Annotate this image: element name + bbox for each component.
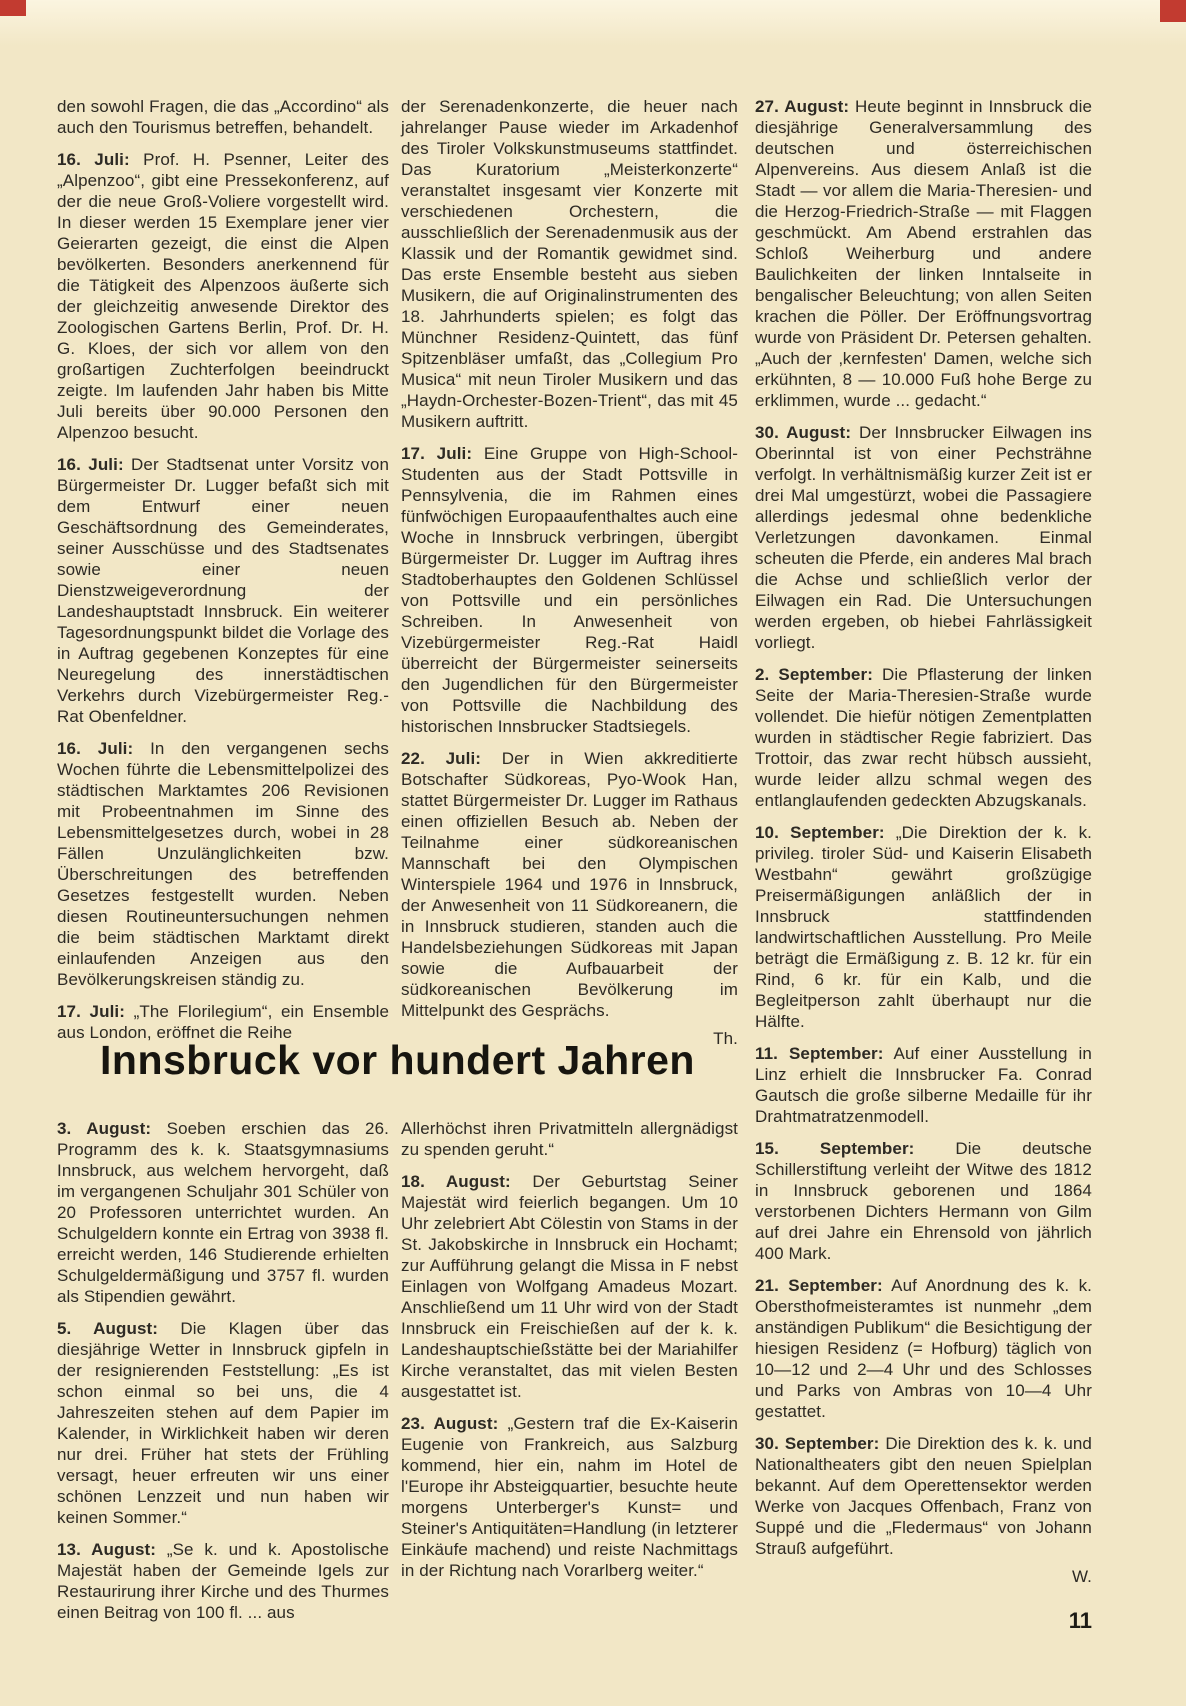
date-lead: 5. August: — [57, 1319, 159, 1338]
paragraph — [755, 1138, 1092, 1264]
paragraph-text: „Gestern traf die Ex-Kaiserin Eugenie von Frankreich, aus Salzburg kommend, hier ein, nahm im Hotel de l'Europe ihr Absteigquartier, besuchte heute morgens Unterberger's Kunst= und Steiner's Antiquitäten=Handlung (in letzterer Einkäufe machend) und reiste Nachmittags in der Richtung nach Vorarlberg weiter.“ — [401, 1414, 738, 1580]
paragraph — [57, 454, 389, 727]
date-lead: 16. Juli: — [57, 455, 124, 474]
paragraph — [57, 96, 389, 138]
paragraph — [401, 96, 738, 432]
date-lead: 30. September: — [755, 1434, 880, 1453]
paragraph — [57, 1539, 389, 1623]
paragraph-text: In den vergangenen sechs Wochen führte die Lebensmittelpolizei des städtischen Marktamtes 206 Revisionen mit Probeentnahmen im Sinne des Lebensmittelgesetzes durch, wobei in 28 Fällen Unzulänglichkeiten bzw. Überschreitungen des betreffenden Gesetzes festgestellt wurden. Neben diesen Routineuntersuchungen nehmen die beim städtischen Marktamt direkt einlaufenden Anzeigen aus den Bevölkerungskreisen ständig zu. — [57, 739, 389, 989]
paragraph-text: „The Florilegium“, ein Ensemble aus London, eröffnet die Reihe — [57, 1002, 389, 1042]
paragraph — [57, 1318, 389, 1528]
paragraph-text: Prof. H. Psenner, Leiter des „Alpenzoo“, gibt eine Pressekonferenz, auf der die neue Groß-Voliere vorgestellt wird. In dieser werden 15 Exemplare jener vier Geierarten gezeigt, die einst die Alpen bevölkerten. Besonders anerkennend für die Tätigkeit des Alpenzoos äußerte sich der gleichzeitig anwesende Direktor des Zoologischen Gartens Berlin, Prof. Dr. H. G. Kloes, der sich vor allem von den großartigen Zuchterfolgen beeindruckt zeigte. Im laufenden Jahr haben bis Mitte Juli bereits über 90.000 Personen den Alpenzoo besucht. — [57, 150, 389, 442]
print-mark-right — [1160, 0, 1186, 22]
paragraph-text: Der Geburtstag Seiner Majestät wird feierlich begangen. Um 10 Uhr zelebriert Abt Cölestin von Stams in der St. Jakobskirche in Innsbruck ein Hochamt; zur Aufführung gelangt die Missa in F nebst Einlagen von Wolfgang Amadeus Mozart. Anschließend um 11 Uhr wird von der Stadt Innsbruck ein Freischießen auf der k. k. Landeshauptschießstätte bei der Mariahilfer Kirche veranstaltet, das mit vielen Besten ausgestattet ist. — [401, 1172, 739, 1401]
paragraph — [755, 96, 1092, 411]
paragraph-text: Auf einer Ausstellung in Linz erhielt die Innsbrucker Fa. Conrad Gautsch die große silberne Medaille für ihr Drahtmatratzenmodell. — [755, 1044, 1092, 1126]
paragraph-text: Auf Anordnung des k. k. Obersthofmeisteramtes ist nunmehr „dem anständigen Publikum“ die Besichtigung der hiesigen Residenz (= Hofburg) täglich von 10—12 und 2—4 Uhr und des Schlosses und Parks von Ambras von 10—4 Uhr gestattet. — [755, 1276, 1093, 1421]
date-lead: 27. August: — [755, 97, 850, 116]
paragraph — [401, 748, 738, 1021]
column-top-left — [57, 96, 389, 1043]
paragraph-text: Die Direktion des k. k. und Nationaltheaters gibt den neuen Spielplan bekannt. Auf dem Operettensektor werden Werke von Jacques Offenbach, Franz von Suppé und die „Fledermaus“ von Johann Strauß aufgeführt. — [755, 1434, 1092, 1558]
date-lead: 23. August: — [401, 1414, 499, 1433]
date-lead: 15. September: — [755, 1139, 915, 1158]
paragraph-text: Der Innsbrucker Eilwagen ins Oberinntal ist von einer Pechsträhne verfolgt. In verhältnismäßig kurzer Zeit ist er drei Mal umgestürzt, wobei die Passagiere allerdings jedesmal ohne bedenkliche Verletzungen davonkamen. Einmal scheuten die Pferde, ein anderes Mal brach die Achse und schließlich verlor der Eilwagen ein Rad. Die Untersuchungen werden ergeben, ob hiebei Fahrlässigkeit vorliegt. — [755, 423, 1092, 652]
paragraph-text: Die deutsche Schillerstiftung verleiht der Witwe des 1812 in Innsbruck geborenen und 1864 verstorbenen Dichters Hermann von Gilm auf drei Jahre ein Ehrensold von jährlich 400 Mark. — [755, 1139, 1092, 1263]
date-lead: 21. September: — [755, 1276, 883, 1295]
paragraph-text: Die Pflasterung der linken Seite der Maria-Theresien-Straße wurde vollendet. Die hiefür nötigen Zementplatten wurden in städtischer Regie fabriziert. Das Trottoir, das zwar recht hübsch aussieht, wurde leider allzu schmal wegen des entlanglaufenden gedeckten Abzugskanals. — [755, 665, 1092, 810]
paragraph — [401, 1118, 738, 1160]
paragraph — [401, 1171, 738, 1402]
article-headline: Innsbruck vor hundert Jahren — [100, 1037, 695, 1083]
column-right — [755, 96, 1092, 1587]
paragraph — [401, 443, 738, 737]
paragraph-text: Soeben erschien das 26. Programm des k. k. Staatsgymnasiums Innsbruck, aus welchem hervorgeht, daß im vergangenen Schuljahr 301 Schüler von 20 Professoren unterrichtet wurden. An Schulgeldern konnte ein Ertrag von 3938 fl. erreicht werden, 146 Studierende erhielten Schulgeldermäßigung und 3757 fl. wurden als Stipendien gewährt. — [57, 1119, 389, 1306]
date-lead: 22. Juli: — [401, 749, 482, 768]
paragraph — [57, 149, 389, 443]
date-lead: 18. August: — [401, 1172, 511, 1191]
date-lead: 3. August: — [57, 1119, 152, 1138]
paragraph — [755, 664, 1092, 811]
paragraph-text: den sowohl Fragen, die das „Accordino“ als auch den Tourismus betreffen, behandelt. — [57, 97, 389, 137]
page-number: 11 — [1068, 1608, 1092, 1633]
paragraph — [401, 1413, 738, 1581]
paragraph — [755, 822, 1092, 1032]
date-lead: 16. Juli: — [57, 150, 130, 169]
date-lead: 30. August: — [755, 423, 852, 442]
paragraph-text: Eine Gruppe von High-School-Studenten aus der Stadt Pottsville in Pennsylvenia, die im Rahmen eines fünfwöchigen Europaaufenthaltes auch eine Woche in Innsbruck verbringen, übergibt Bürgermeister Dr. Lugger im Auftrag ihres Stadtoberhauptes den Goldenen Schlüssel von Pottsville und ein persönliches Schreiben. In Anwesenheit von Vizebürgermeister Reg.-Rat Haidl überreicht der Bürgermeister seinerseits den Jugendlichen für den Bürgermeister von Pottsville die Nachbildung des historischen Innsbrucker Stadtsiegels. — [401, 444, 738, 736]
paragraph — [57, 738, 389, 990]
date-lead: 17. Juli: — [401, 444, 473, 463]
paragraph — [755, 1433, 1092, 1559]
paragraph — [755, 422, 1092, 653]
paragraph-text: der Serenadenkonzerte, die heuer nach jahrelanger Pause wieder im Arkadenhof des Tiroler Volkskunstmuseums stattfindet. Das Kuratorium „Meisterkonzerte“ veranstaltet insgesamt vier Konzerte mit verschiedenen Orchestern, die ausschließlich der Serenadenmusik aus der Klassik und der Romantik gewidmet sind. Das erste Ensemble besteht aus sieben Musikern, die auf Originalinstrumenten des 18. Jahrhunderts spielen; es folgt das Münchner Residenz-Quintett, das fünf Spitzenbläser umfaßt, das „Collegium Pro Musica“ mit neun Tiroler Musikern und das „Haydn-Orchester-Bozen-Trient“, das mit 45 Musikern auftritt. — [401, 97, 738, 431]
paragraph-text: Der Stadtsenat unter Vorsitz von Bürgermeister Dr. Lugger befaßt sich mit dem Entwurf einer neuen Geschäftsordnung des Gemeinderates, seiner Ausschüsse und des Stadtsenates sowie einer neuen Dienstzweigeverordnung der Landeshauptstadt Innsbruck. Ein weiterer Tagesordnungspunkt bildet die Vorlage des in Auftrag gegebenen Konzeptes für eine Neuregelung des innerstädtischen Verkehrs durch Vizebürgermeister Reg.-Rat Obenfeldner. — [57, 455, 390, 726]
paragraph — [57, 1118, 389, 1307]
paper-top-edge — [0, 0, 1186, 46]
author-initials: Th. — [713, 1029, 738, 1048]
paragraph — [755, 1043, 1092, 1127]
column-bottom-middle — [401, 1118, 738, 1581]
author-initials: W. — [1071, 1567, 1092, 1586]
paragraph — [755, 1275, 1092, 1422]
column-top-middle — [401, 96, 738, 1049]
date-lead: 13. August: — [57, 1540, 157, 1559]
date-lead: 16. Juli: — [57, 739, 134, 758]
paragraph-text: „Die Direktion der k. k. privileg. tiroler Süd- und Kaiserin Elisabeth Westbahn“ gewährt großzügige Preisermäßigungen anläßlich der in Innsbruck stattfindenden landwirtschaftlichen Ausstellung. Pro Meile beträgt die Ermäßigung z. B. 12 kr. für ein Rind, 6 kr. für ein Kalb, und die Begleitperson zahlt überhaupt nur die Hälfte. — [755, 823, 1092, 1031]
date-lead: 17. Juli: — [57, 1002, 125, 1021]
date-lead: 2. September: — [755, 665, 873, 684]
paragraph-text: Heute beginnt in Innsbruck die diesjährige Generalversammlung des deutschen und österreichischen Alpenvereins. Aus diesem Anlaß ist die Stadt — vor allem die Maria-Theresien- und die Herzog-Friedrich-Straße — mit Flaggen geschmückt. Am Abend erstrahlen das Schloß Weiherburg und andere Baulichkeiten der linken Inntalseite in bengalischer Beleuchtung; von allen Seiten krachen die Pöller. Der Eröffnungsvortrag wurde von Präsident Dr. Petersen gehalten. „Auch der ‚kernfesten' Damen, welche sich erkühnten, 8 — 10.000 Fuß hohe Berge zu erklimmen, wurde ... gedacht.“ — [755, 97, 1093, 410]
date-lead: 11. September: — [755, 1044, 884, 1063]
print-mark-left — [0, 0, 26, 16]
paragraph-text: Der in Wien akkreditierte Botschafter Südkoreas, Pyo-Wook Han, stattet Bürgermeister Dr. Lugger im Rathaus einen offiziellen Besuch ab. Neben der Teilnahme einer südkoreanischen Mannschaft bei den Olympischen Winterspiele 1964 und 1976 in Innsbruck, der Anwesenheit von 11 Südkoreanern, die in Innsbruck studieren, standen auch die Handelsbeziehungen Südkoreas mit Japan sowie die Aufbauarbeit der südkoreanischen Bevölkerung im Mittelpunkt des Gesprächs. — [401, 749, 738, 1020]
paragraph-text: Allerhöchst ihren Privatmitteln allergnädigst zu spenden geruht.“ — [401, 1119, 738, 1159]
column-bottom-left — [57, 1118, 389, 1623]
paragraph-text: „Se k. und k. Apostolische Majestät haben der Gemeinde Igels zur Restaurirung ihrer Kirche und des Thurmes einen Beitrag von 100 fl. ... aus — [57, 1540, 390, 1622]
date-lead: 10. September: — [755, 823, 885, 842]
paragraph-text: Die Klagen über das diesjährige Wetter in Innsbruck gipfeln in der resignierenden Feststellung: „Es ist schon einmal so bei uns, die 4 Jahreszeiten stehen auf dem Papier im Kalender, in Wirklichkeit haben wir deren nur drei. Früher hat stets der Frühling versagt, heuer erfreuten wir uns einer schönen Lenzzeit und nun haben wir keinen Sommer.“ — [57, 1319, 389, 1527]
